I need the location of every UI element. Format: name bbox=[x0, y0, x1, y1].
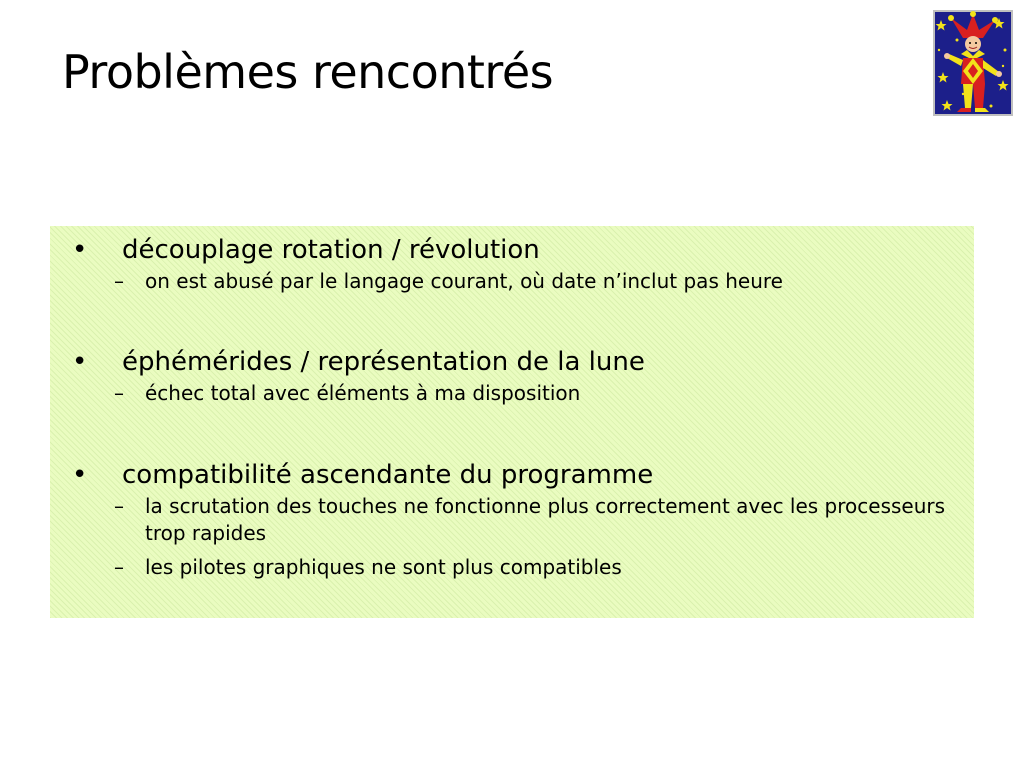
sub-item-text: les pilotes graphiques ne sont plus compatibles bbox=[145, 555, 622, 579]
sub-marker: – bbox=[114, 269, 124, 293]
sub-marker: – bbox=[114, 381, 124, 405]
bullet-marker: • bbox=[72, 235, 88, 265]
jester-logo bbox=[933, 10, 1013, 116]
sub-item-text: la scrutation des touches ne fonctionne plus correctement avec les processeurs trop rapides bbox=[145, 494, 946, 545]
sub-item bbox=[72, 554, 952, 581]
jester-icon bbox=[933, 10, 1013, 116]
bullet-text: découplage rotation / révolution bbox=[122, 235, 540, 265]
bullet-item bbox=[72, 234, 952, 295]
bullet-item bbox=[72, 459, 952, 581]
slide-title: Problèmes rencontrés bbox=[62, 45, 554, 99]
bullet-text: compatibilité ascendante du programme bbox=[122, 460, 654, 490]
sub-item bbox=[72, 268, 952, 295]
bullet-text: éphémérides / représentation de la lune bbox=[122, 347, 645, 377]
sub-marker: – bbox=[114, 555, 124, 579]
bullet-item bbox=[72, 346, 952, 407]
content-box bbox=[50, 226, 974, 618]
bullet-marker: • bbox=[72, 460, 88, 490]
sub-item-text: on est abusé par le langage courant, où date n’inclut pas heure bbox=[145, 269, 783, 293]
sub-item bbox=[72, 493, 955, 547]
sub-marker: – bbox=[114, 494, 124, 518]
sub-item-text: échec total avec éléments à ma disposition bbox=[145, 381, 581, 405]
sub-item bbox=[72, 380, 952, 407]
bullet-marker: • bbox=[72, 347, 88, 377]
